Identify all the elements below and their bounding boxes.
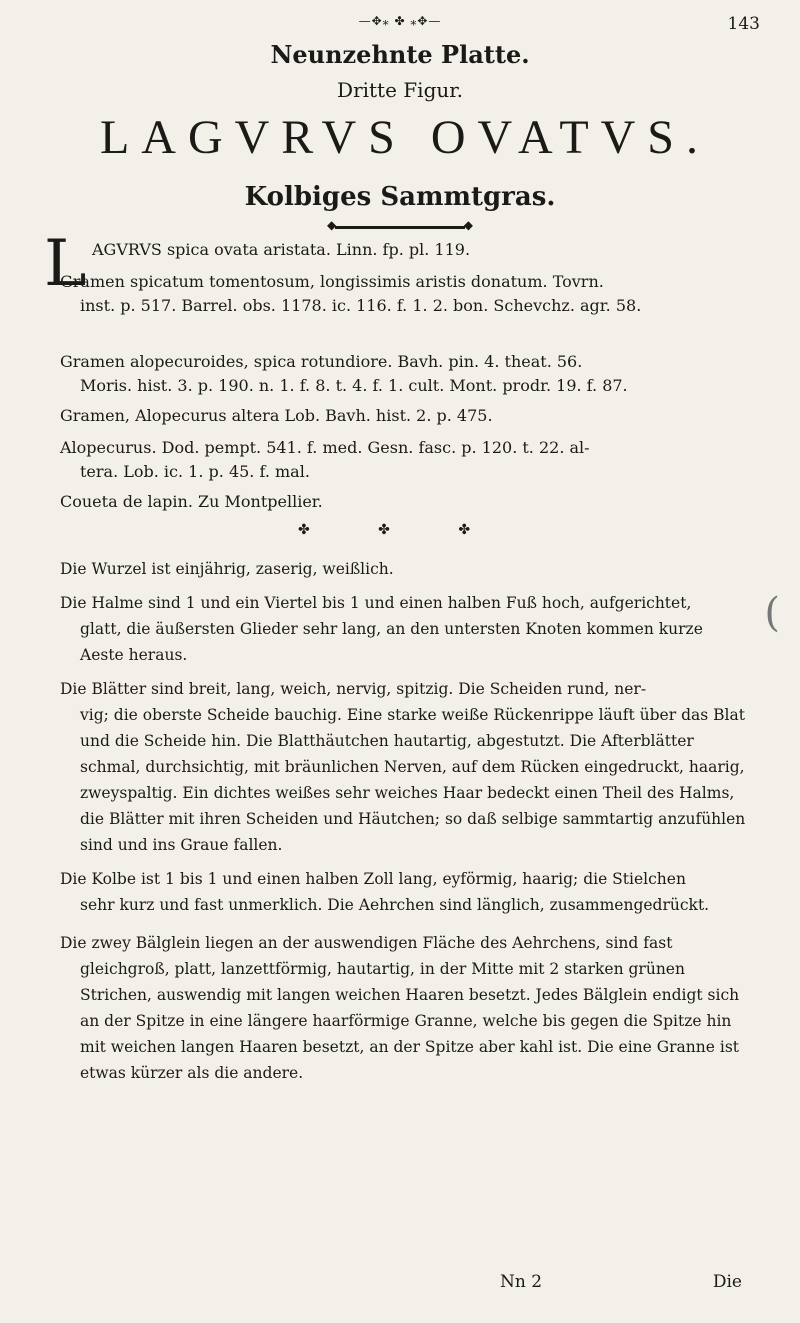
synonym-continuation: inst. p. 517. Barrel. obs. 1178. ic. 116. f. 1. 2. bon. Schevchz. agr. 58. <box>80 296 642 315</box>
synonym-line: Gramen spicatum tomentosum, longissimis aristis donatum. Tovrn. <box>60 272 604 291</box>
paragraph-leaves-cont: vig; die oberste Scheide bauchig. Eine starke weiße Rückenrippe läuft über das Blat und die Scheide hin. Die Blatthäutchen hautartig, abgestutzt. Die Afterblätter schmal, durchsichtig, mit bräunlichen Nerven, auf dem Rücken eingedruckt, haarig, zweyspaltig. Ein dichtes weißes sehr weiches Haar bedeckt einen Theil des Halms, die Blätter mit ihren Scheiden und Häutchen; so daß selbige sammtartig anzufühlen sind und ins Graue fallen. <box>80 706 746 854</box>
paragraph-leaves: Die Blätter sind breit, lang, weich, nervig, spitzig. Die Scheiden rund, ner- <box>60 680 647 698</box>
synonym-continuation: tera. Lob. ic. 1. p. 45. f. mal. <box>80 462 310 481</box>
signature-mark: Nn 2 <box>500 1272 543 1292</box>
synonym-line: Coueta de lapin. Zu Montpellier. <box>60 492 323 511</box>
paragraph-spike: Die Kolbe ist 1 bis 1 und einen halben Zoll lang, eyförmig, haarig; die Stielchen <box>60 870 686 888</box>
section-separator: ✤ ✤ ✤ <box>297 522 503 538</box>
ornamental-divider <box>335 226 465 229</box>
species-title: LAGVRVS OVATVS. <box>99 111 710 164</box>
margin-bracket-mark: ( <box>764 590 780 636</box>
drop-cap-initial: L <box>44 227 87 301</box>
common-name-title: Kolbiges Sammtgras. <box>244 182 556 212</box>
synonym-continuation: Moris. hist. 3. p. 190. n. 1. f. 8. t. 4. f. 1. cult. Mont. prodr. 19. f. 87. <box>80 376 628 395</box>
catchword: Die <box>712 1272 742 1292</box>
paragraph-culms: Die Halme sind 1 und ein Viertel bis 1 und einen halben Fuß hoch, aufgerichtet, <box>60 594 692 612</box>
synonym-line: Gramen, Alopecurus altera Lob. Bavh. hist. 2. p. 475. <box>60 406 493 425</box>
paragraph-glumes-cont: gleichgroß, platt, lanzettförmig, hautartig, in der Mitte mit 2 starken grünen Strichen, auswendig mit langen weichen Haaren besetzt. Jedes Bälglein endigt sich an der Spitze in eine längere haarförmige Granne, welche bis gegen die Spitze hin mit weichen langen Haaren besetzt, an der Spitze aber kahl ist. Die eine Granne ist etwas kürzer als die andere. <box>80 960 740 1082</box>
paragraph-spike-cont: sehr kurz und fast unmerklich. Die Aehrchen sind länglich, zusammengedrückt. <box>80 896 710 914</box>
plate-heading: Neunzehnte Platte. <box>270 40 530 69</box>
header-ornament: —✥⁎ ✤ ⁎✥— <box>358 14 442 28</box>
paragraph-root: Die Wurzel ist einjährig, zaserig, weißlich. <box>60 560 394 578</box>
page-number: 143 <box>727 14 760 34</box>
synonym-line: Gramen alopecuroides, spica rotundiore. Bavh. pin. 4. theat. 56. <box>60 352 583 371</box>
paragraph-glumes: Die zwey Bälglein liegen an der auswendigen Fläche des Aehrchens, sind fast <box>60 934 673 952</box>
synonym-line: Alopecurus. Dod. pempt. 541. f. med. Gesn. fasc. p. 120. t. 22. al- <box>60 438 590 457</box>
paragraph-culms-cont: glatt, die äußersten Glieder sehr lang, an den untersten Knoten kommen kurze Aeste heraus. <box>80 620 703 664</box>
figure-heading: Dritte Figur. <box>337 78 463 102</box>
synonym-line: AGVRVS spica ovata aristata. Linn. fp. pl. 119. <box>92 240 471 259</box>
